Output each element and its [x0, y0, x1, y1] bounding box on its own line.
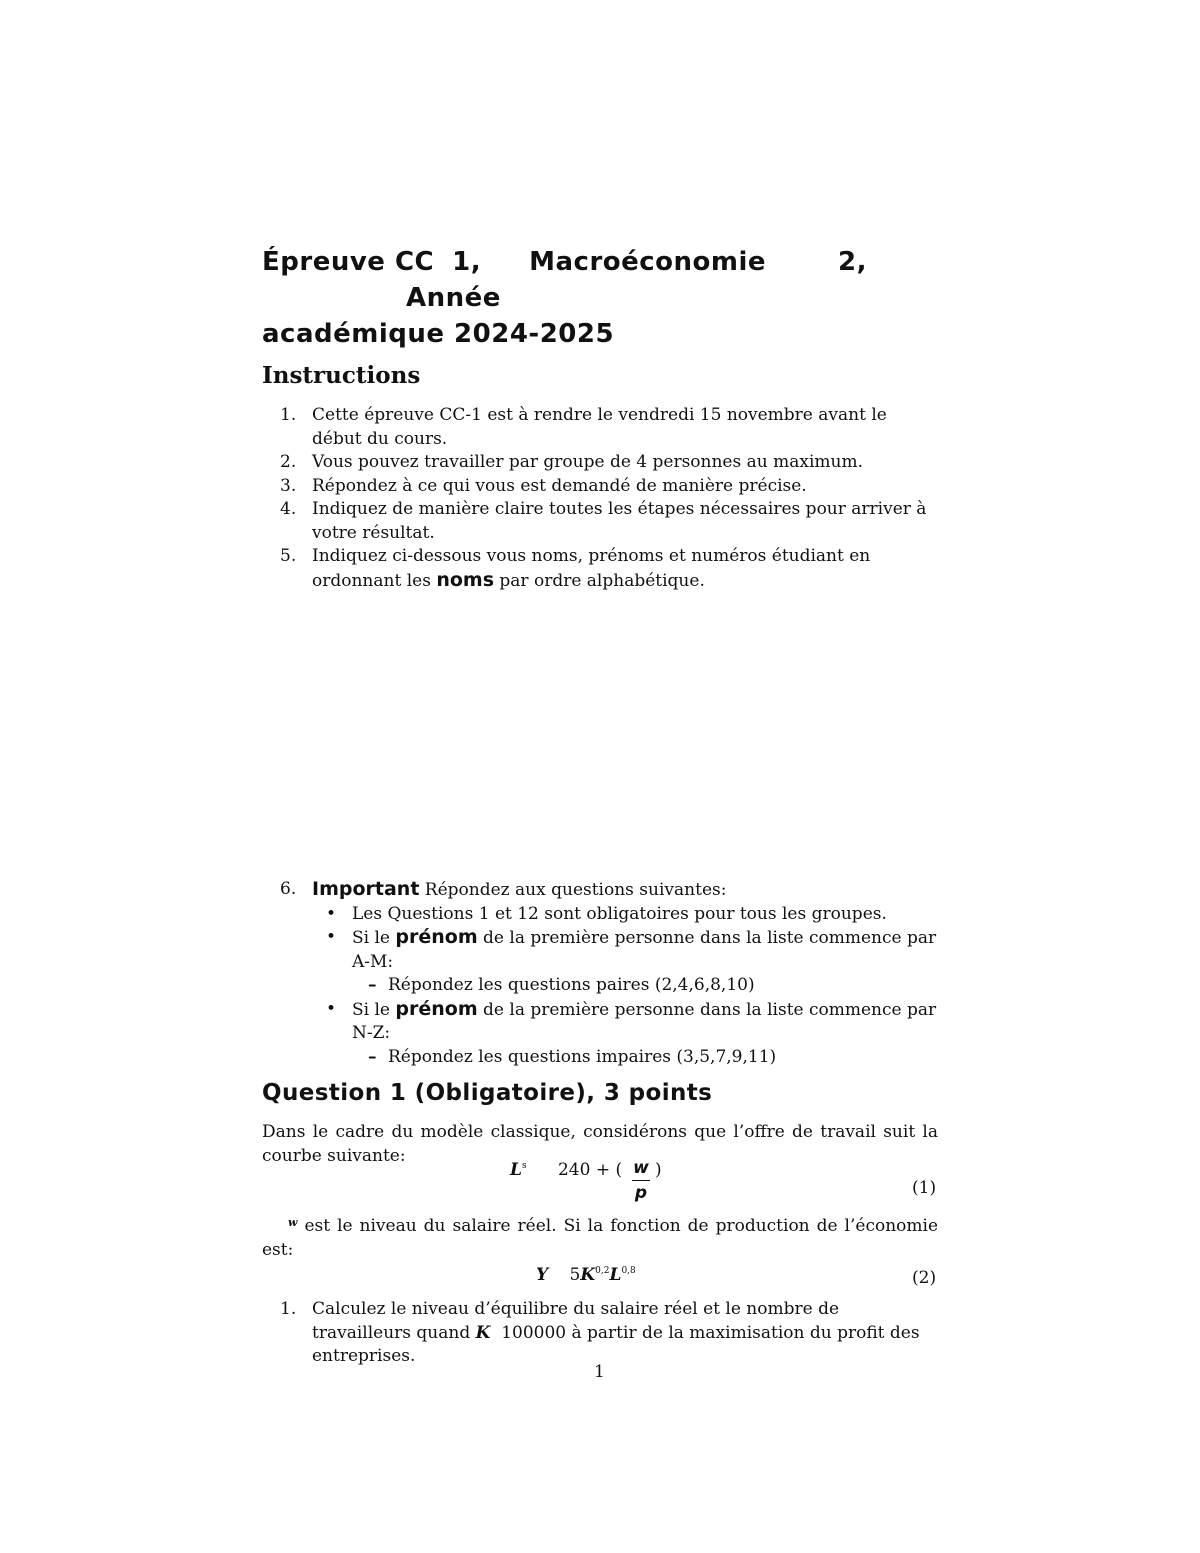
bullet-item [312, 998, 940, 1070]
instructions-list-continued [280, 878, 940, 1069]
equation-1 [510, 1158, 662, 1203]
item-number: 2. [280, 452, 297, 472]
item-text: Répondez aux questions suivantes: [419, 880, 727, 900]
eq-symbol: L [510, 1160, 522, 1180]
instructions-list [280, 404, 940, 593]
title-word: académique 2024-2025 [262, 319, 615, 349]
question-sub-list [280, 1298, 940, 1369]
emphasis-word: prénom [395, 926, 478, 948]
list-item [280, 404, 940, 451]
item-number: 3. [280, 475, 297, 496]
eq-symbol: K [580, 1265, 596, 1285]
sub-item [352, 974, 940, 998]
item-text: Si le [352, 928, 396, 948]
eq-superscript: 0,2 [595, 1266, 610, 1276]
eq-symbol: K [475, 1322, 491, 1343]
item-text: Répondez les questions paires (2,4,6,8,10) [388, 975, 755, 995]
item-number: 1. [280, 1299, 297, 1319]
eq-term: 100000 [490, 1322, 567, 1343]
item-text: de la première personne dans la liste commence par A-M: [352, 928, 937, 972]
item-number: 5. [280, 546, 297, 566]
emphasis-word: Important [312, 878, 420, 900]
equation-number: (2) [912, 1268, 937, 1288]
item-number: 4. [280, 499, 297, 519]
bullet-icon: • [326, 903, 337, 924]
page-number: 1 [594, 1362, 605, 1382]
title-word: Épreuve CC [262, 247, 435, 277]
eq-term: 240 + ( [557, 1160, 623, 1180]
eq-fraction [628, 1158, 654, 1203]
item-text: Calculez le niveau d’équilibre du salaire réel et le nombre de travailleurs quand [312, 1299, 840, 1343]
item-text: Indiquez ci-dessous vous noms, prénoms et numéros étudiant en ordonnant les [312, 546, 871, 591]
item-text: Vous pouvez travailler par groupe de 4 personnes au maximum. [312, 452, 863, 472]
dash-icon: – [368, 1046, 377, 1067]
fraction-numerator: w [633, 1158, 649, 1178]
emphasis-word: noms [436, 568, 495, 591]
title-word: 1, [452, 247, 482, 277]
eq-term: 5 [569, 1265, 581, 1285]
question-heading: Question 1 (Obligatoire), 3 points [262, 1080, 713, 1106]
title-word: 2, [838, 247, 868, 277]
item-text: Les Questions 1 et 12 sont obligatoires pour tous les groupes. [352, 903, 887, 924]
equation-number: (1) [912, 1178, 937, 1198]
item-text: Si le [352, 999, 396, 1020]
item-text: par ordre alphabétique. [494, 570, 705, 591]
equation-2 [536, 1265, 636, 1285]
eq-term: ) [654, 1160, 662, 1180]
eq-symbol: w [288, 1216, 298, 1229]
item-text: Indiquez de manière claire toutes les étapes nécessaires pour arriver à votre résultat. [312, 499, 927, 543]
bullet-icon: • [326, 998, 337, 1019]
item-text: de la première personne dans la liste commence par N-Z: [352, 999, 937, 1043]
bullet-item [312, 926, 940, 998]
item-text: Répondez à ce qui vous est demandé de manière précise. [312, 475, 807, 496]
item-number: 1. [280, 405, 297, 425]
list-item [280, 451, 940, 475]
sub-item [352, 1046, 940, 1070]
eq-symbol: L [609, 1265, 622, 1285]
item-text: Cette épreuve CC-1 est à rendre le vendredi 15 novembre avant le début du cours. [312, 405, 887, 449]
title-word: Macroéconomie [529, 247, 767, 277]
sub-list [352, 974, 940, 998]
question-intro: Dans le cadre du modèle classique, considérons que l’offre de travail suit la courbe suivante: [262, 1122, 938, 1166]
item-number: 6. [280, 879, 297, 899]
item-text: à partir de la maximisation du profit des entreprises. [312, 1322, 920, 1366]
emphasis-word: prénom [395, 997, 478, 1020]
list-item [280, 545, 940, 593]
list-item [280, 475, 940, 499]
instructions-heading: Instructions [262, 362, 421, 389]
title-word: Année [406, 283, 501, 313]
item-text: est le niveau du salaire réel. Si la fonction de production de l’économie est: [262, 1216, 938, 1260]
fraction-denominator: p [634, 1183, 648, 1203]
list-item [280, 498, 940, 545]
fraction-bar [632, 1180, 650, 1181]
item-text: Répondez les questions impaires (3,5,7,9,11) [388, 1046, 777, 1067]
dash-icon: – [368, 975, 377, 995]
eq-symbol: Y [536, 1265, 549, 1285]
exam-title [262, 244, 942, 352]
list-item [280, 878, 940, 1069]
bullet-item [312, 903, 940, 927]
bullet-icon: • [326, 927, 337, 947]
rules-list [312, 903, 940, 1070]
list-item [280, 1298, 940, 1369]
eq-superscript: s [521, 1161, 527, 1171]
question-text [262, 1211, 938, 1262]
sub-list [352, 1046, 940, 1070]
eq-superscript: 0,8 [621, 1266, 636, 1276]
